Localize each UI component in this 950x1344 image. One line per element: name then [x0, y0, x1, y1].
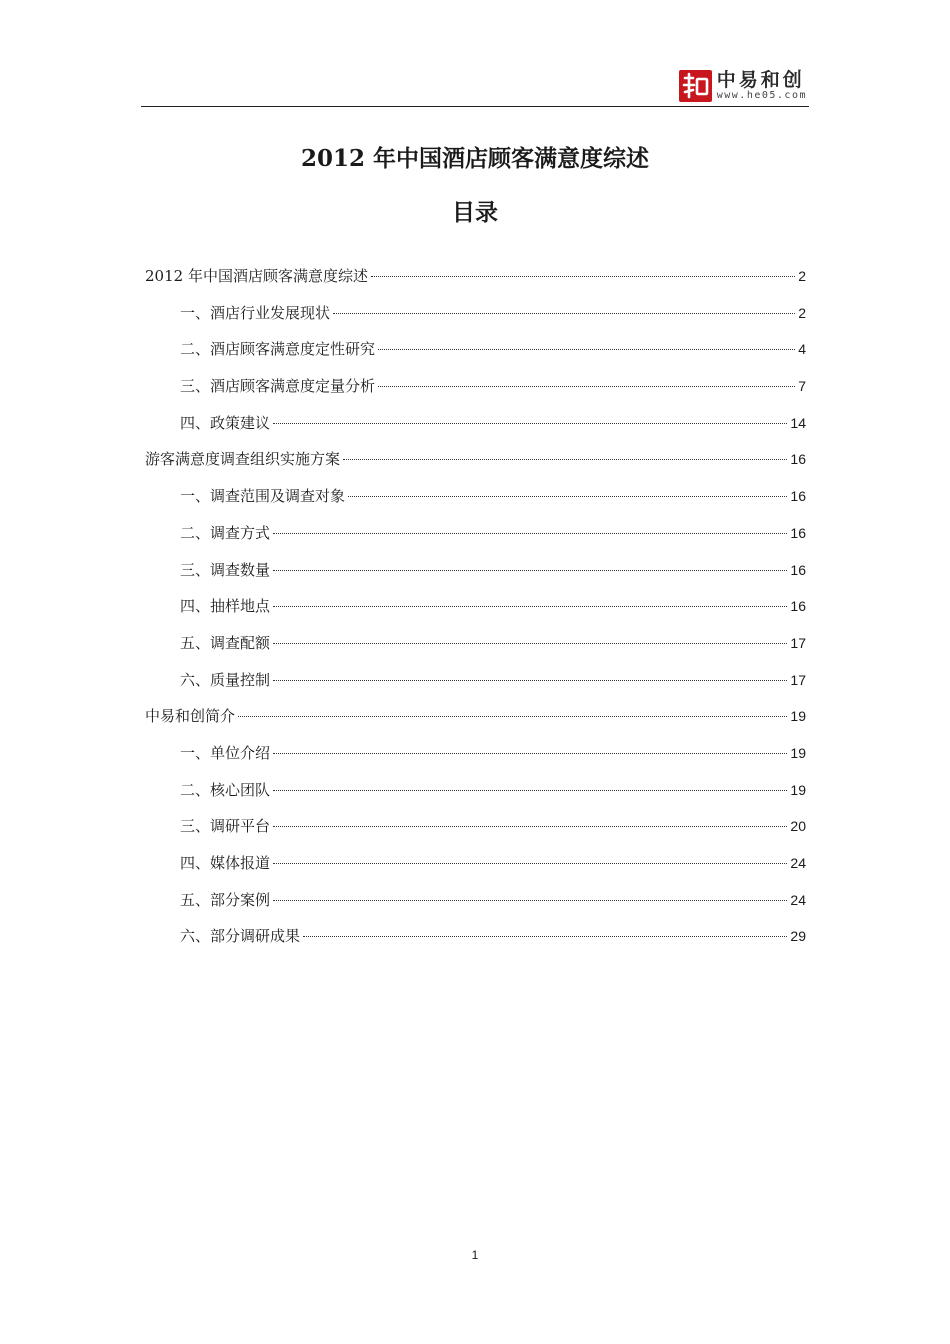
toc-entry[interactable] [145, 889, 806, 926]
toc-entry-label: 五、调查配额 [180, 633, 271, 652]
toc-entry[interactable] [145, 302, 806, 339]
toc-dot-leader [273, 826, 787, 827]
toc-dot-leader [378, 349, 795, 350]
toc-dot-leader [273, 790, 787, 791]
toc-dot-leader [378, 386, 795, 387]
toc-entry-label: 三、酒店顾客满意度定量分析 [180, 377, 376, 396]
toc-entry-page: 19 [790, 708, 806, 725]
toc-entry-page: 7 [798, 378, 806, 395]
page-header [141, 66, 809, 107]
toc-dot-leader [348, 496, 787, 497]
toc-dot-leader [273, 863, 787, 864]
toc-entry-label: 中易和创简介 [145, 707, 236, 726]
toc-entry-page: 17 [790, 634, 806, 651]
toc-entry[interactable] [145, 448, 806, 485]
toc-entry-label: 二、调查方式 [180, 523, 271, 542]
toc-entry-label: 六、质量控制 [180, 670, 271, 689]
toc-dot-leader [273, 423, 787, 424]
toc-entry-page: 14 [790, 414, 806, 431]
toc-entry[interactable] [145, 669, 806, 706]
toc-entry-label: 2012 年中国酒店顾客满意度综述 [145, 267, 368, 285]
toc-entry-label: 一、酒店行业发展现状 [180, 303, 331, 322]
toc-entry-label: 四、媒体报道 [180, 854, 271, 872]
toc-heading: 目录 [452, 200, 498, 226]
toc-dot-leader [273, 753, 787, 754]
toc-entry[interactable] [145, 632, 806, 669]
company-logo [679, 68, 807, 104]
toc-entry[interactable] [145, 338, 806, 375]
toc-dot-leader [343, 459, 787, 460]
toc-entry[interactable] [145, 815, 806, 852]
toc-entry[interactable] [145, 412, 806, 449]
toc-entry-page: 16 [790, 488, 806, 505]
page-number: 1 [471, 1248, 479, 1262]
toc-entry-page: 4 [798, 341, 806, 358]
toc-entry-label: 游客满意度调查组织实施方案 [145, 450, 341, 469]
document-title: 2012 年中国酒店顾客满意度综述 [300, 145, 650, 172]
toc-entry[interactable] [145, 485, 806, 522]
logo-chinese-name: 中易和创 [716, 69, 805, 91]
toc-entry-label: 一、调查范围及调查对象 [180, 487, 346, 506]
toc-entry[interactable] [145, 265, 806, 302]
toc-entry-page: 16 [790, 598, 806, 615]
toc-entry-label: 六、部分调研成果 [180, 927, 301, 946]
toc-entry-page: 19 [790, 744, 806, 761]
toc-dot-leader [371, 276, 795, 277]
toc-entry-page: 17 [790, 671, 806, 688]
toc-entry[interactable] [145, 522, 806, 559]
toc-entry[interactable] [145, 559, 806, 596]
toc-entry[interactable] [145, 595, 806, 632]
toc-entry-page: 24 [790, 891, 806, 908]
toc-entry-page: 24 [790, 855, 806, 871]
toc-dot-leader [273, 900, 787, 901]
toc-entry-label: 三、调查数量 [180, 560, 271, 579]
toc-entry-page: 16 [790, 451, 806, 468]
toc-entry-label: 四、政策建议 [180, 413, 271, 432]
toc-entry-page: 16 [790, 561, 806, 578]
toc-entry-page: 2 [798, 268, 806, 284]
toc-entry[interactable] [145, 705, 806, 742]
toc-entry-label: 四、抽样地点 [180, 597, 271, 616]
toc-entry-page: 29 [790, 928, 806, 945]
toc-dot-leader [273, 570, 787, 571]
toc-entry-page: 2 [798, 304, 806, 321]
toc-entry-label: 二、核心团队 [180, 780, 271, 799]
toc-entry[interactable] [145, 375, 806, 412]
toc-dot-leader [303, 936, 787, 937]
toc-dot-leader [273, 533, 787, 534]
toc-entry-label: 一、单位介绍 [180, 743, 271, 762]
logo-text [717, 70, 807, 102]
logo-mark-icon [679, 70, 712, 102]
toc-entry-label: 五、部分案例 [180, 890, 271, 909]
toc-entry-page: 20 [790, 818, 806, 835]
toc-entry[interactable] [145, 742, 806, 779]
toc-entry-label: 二、酒店顾客满意度定性研究 [180, 340, 376, 359]
toc-entry-page: 16 [790, 524, 806, 541]
toc-entry[interactable] [145, 925, 806, 962]
toc-entry[interactable] [145, 852, 806, 889]
toc-dot-leader [333, 313, 795, 314]
logo-url: www.he05.com [716, 90, 807, 101]
toc-dot-leader [273, 680, 787, 681]
toc-entry[interactable] [145, 779, 806, 816]
toc-entry-page: 19 [790, 781, 806, 798]
toc-dot-leader [273, 606, 787, 607]
toc-dot-leader [273, 643, 787, 644]
toc-entry-label: 三、调研平台 [180, 817, 271, 836]
table-of-contents [145, 265, 806, 962]
toc-dot-leader [238, 716, 787, 717]
